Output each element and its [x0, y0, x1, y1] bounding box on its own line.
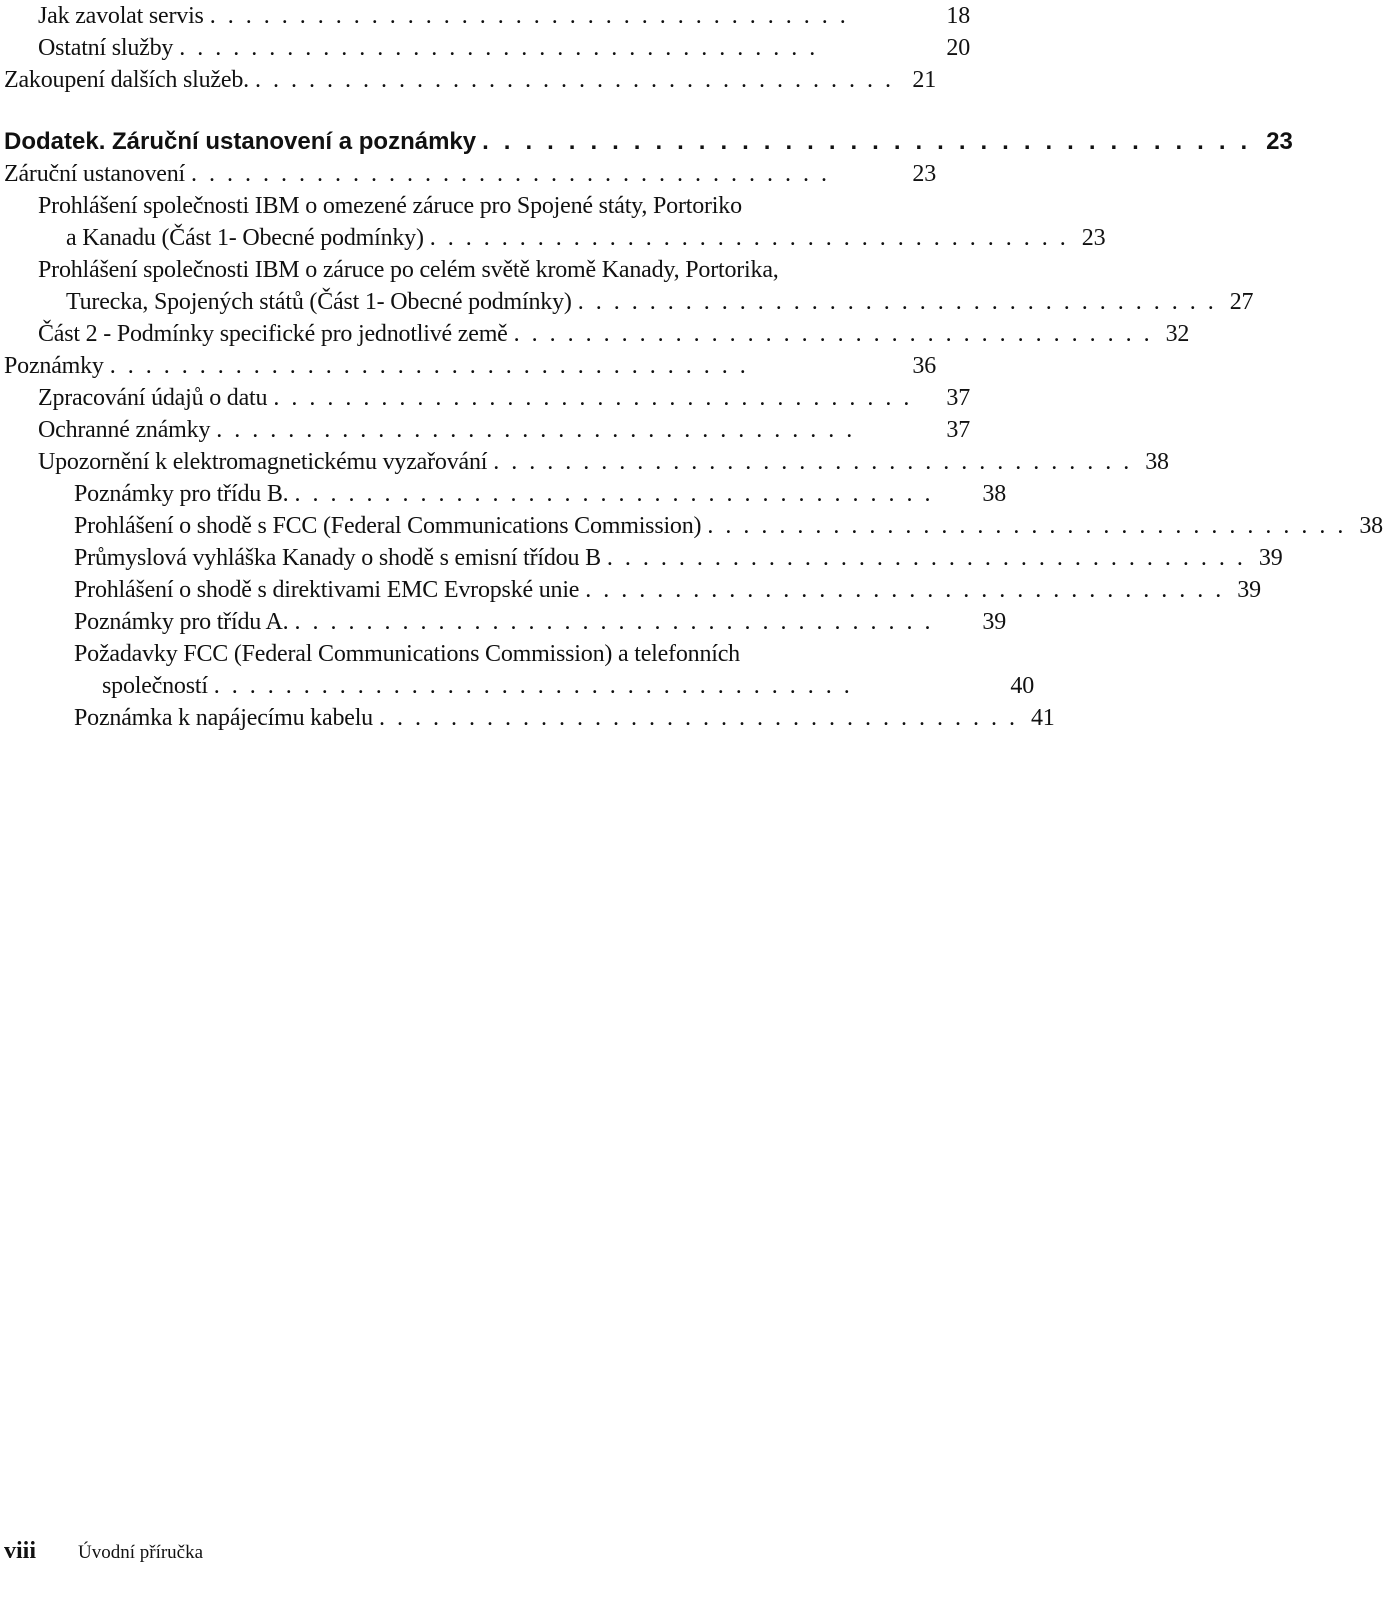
- toc-page-number: 27: [1229, 289, 1254, 315]
- toc-entry[interactable]: [0, 382, 970, 414]
- dot-leader: ....................................: [513, 321, 1162, 347]
- toc-entry-label-line1: Prohlášení společnosti IBM o záruce po celém světě kromě Kanady, Portorika,: [38, 257, 779, 283]
- dot-leader: ....................................: [254, 67, 903, 93]
- dot-leader: ....................................: [585, 577, 1234, 603]
- dot-leader: ....................................: [429, 225, 1078, 251]
- toc-entry[interactable]: [0, 510, 1383, 542]
- toc-entry[interactable]: [0, 32, 970, 64]
- toc-entry[interactable]: [0, 350, 960, 382]
- toc-entry[interactable]: [0, 606, 1006, 638]
- toc-entry-label: Zpracování údajů o datu: [38, 385, 268, 411]
- toc-entry[interactable]: [0, 638, 1034, 702]
- toc-entry-label: Část 2 - Podmínky specifické pro jednotlivé země: [38, 321, 508, 347]
- toc-entry[interactable]: [0, 414, 970, 446]
- dot-leader: ....................................: [378, 705, 1027, 731]
- toc-page-number: 37: [946, 385, 970, 411]
- dot-leader: ....................................: [577, 289, 1226, 315]
- toc-page-number: 21: [912, 67, 936, 93]
- toc-page-number: 37: [946, 417, 970, 443]
- toc-page-number: 40: [1010, 673, 1034, 699]
- toc-entry[interactable]: [0, 0, 970, 32]
- dot-leader: ....................................: [273, 385, 922, 411]
- toc-entry-label: Poznámka k napájecímu kabelu: [74, 705, 373, 731]
- toc-entry[interactable]: [0, 478, 1006, 510]
- dot-leader: ....................................: [191, 161, 840, 187]
- toc-entry-label-line1: Požadavky FCC (Federal Communications Commission) a telefonních: [74, 641, 740, 667]
- dot-leader: ....................................: [294, 609, 943, 635]
- toc-entry-label: Ostatní služby: [38, 35, 174, 61]
- dot-leader: ....................................: [707, 513, 1356, 539]
- dot-leader: ....................................: [109, 353, 758, 379]
- toc-entry-label: společností: [102, 673, 208, 699]
- toc-entry[interactable]: [0, 190, 1106, 254]
- footer-book-title: Úvodní příručka: [78, 1542, 204, 1563]
- dot-leader: ....................................: [216, 417, 865, 443]
- toc-entry-label: Ochranné známky: [38, 417, 211, 443]
- toc-entry[interactable]: [0, 574, 1261, 606]
- dot-leader: ....................................: [482, 128, 1263, 155]
- toc-page-number: 23: [1081, 225, 1106, 251]
- toc-entry[interactable]: [0, 446, 1169, 478]
- toc-page-number: 39: [1237, 577, 1261, 603]
- toc-entry[interactable]: [0, 254, 1254, 318]
- toc-entry-label: Záruční ustanovení: [4, 161, 186, 187]
- dot-leader: ....................................: [209, 3, 858, 29]
- toc-entry-label: a Kanadu (Část 1- Obecné podmínky): [66, 225, 424, 251]
- toc-entry-label: Poznámky pro třídu A.: [74, 609, 289, 635]
- toc-entry[interactable]: [0, 542, 1283, 574]
- toc-entry-label: Jak zavolat servis: [38, 3, 204, 29]
- toc-chapter-entry[interactable]: [0, 126, 1293, 158]
- toc-entry-label: Zakoupení dalších služeb.: [4, 67, 249, 93]
- toc-entry-label: Poznámky: [4, 353, 104, 379]
- toc-page-number: 39: [982, 609, 1006, 635]
- toc-chapter-label: Dodatek. Záruční ustanovení a poznámky: [4, 128, 477, 155]
- toc-entry[interactable]: [0, 64, 960, 96]
- toc-page-number: 20: [946, 35, 970, 61]
- dot-leader: ....................................: [179, 35, 828, 61]
- dot-leader: ....................................: [493, 449, 1142, 475]
- toc-page-number: 38: [1145, 449, 1169, 475]
- toc-entry[interactable]: [0, 158, 960, 190]
- toc-entry-label: Prohlášení o shodě s direktivami EMC Evropské unie: [74, 577, 580, 603]
- dot-leader: ....................................: [606, 545, 1255, 571]
- dot-leader: ....................................: [213, 673, 862, 699]
- toc-entry-label-line1: Prohlášení společnosti IBM o omezené záruce pro Spojené státy, Portoriko: [38, 193, 742, 219]
- toc-page-number: 23: [912, 161, 936, 187]
- toc-page-number: 38: [1359, 513, 1383, 539]
- toc-page-number: 41: [1030, 705, 1055, 731]
- toc-page-number: 23: [1266, 128, 1293, 155]
- toc-page-number: 36: [912, 353, 936, 379]
- toc-entry-label: Průmyslová vyhláška Kanady o shodě s emisní třídou B: [74, 545, 601, 571]
- toc-page-number: 38: [982, 481, 1006, 507]
- toc-page-number: 32: [1165, 321, 1190, 347]
- toc-entry-label: Upozornění k elektromagnetickému vyzařování: [38, 449, 488, 475]
- page-footer: [4, 1538, 203, 1566]
- footer-page-number: viii: [4, 1538, 37, 1564]
- dot-leader: ....................................: [294, 481, 943, 507]
- toc-page-number: 18: [946, 3, 970, 29]
- toc-entry[interactable]: [0, 318, 1190, 350]
- table-of-contents: [0, 0, 1383, 734]
- toc-entry-label: Poznámky pro třídu B.: [74, 481, 289, 507]
- toc-entry[interactable]: [0, 702, 1055, 734]
- toc-entry-label: Turecka, Spojených států (Část 1- Obecné podmínky): [66, 289, 572, 315]
- toc-page-number: 39: [1258, 545, 1283, 571]
- toc-entry-label: Prohlášení o shodě s FCC (Federal Communications Commission): [74, 513, 702, 539]
